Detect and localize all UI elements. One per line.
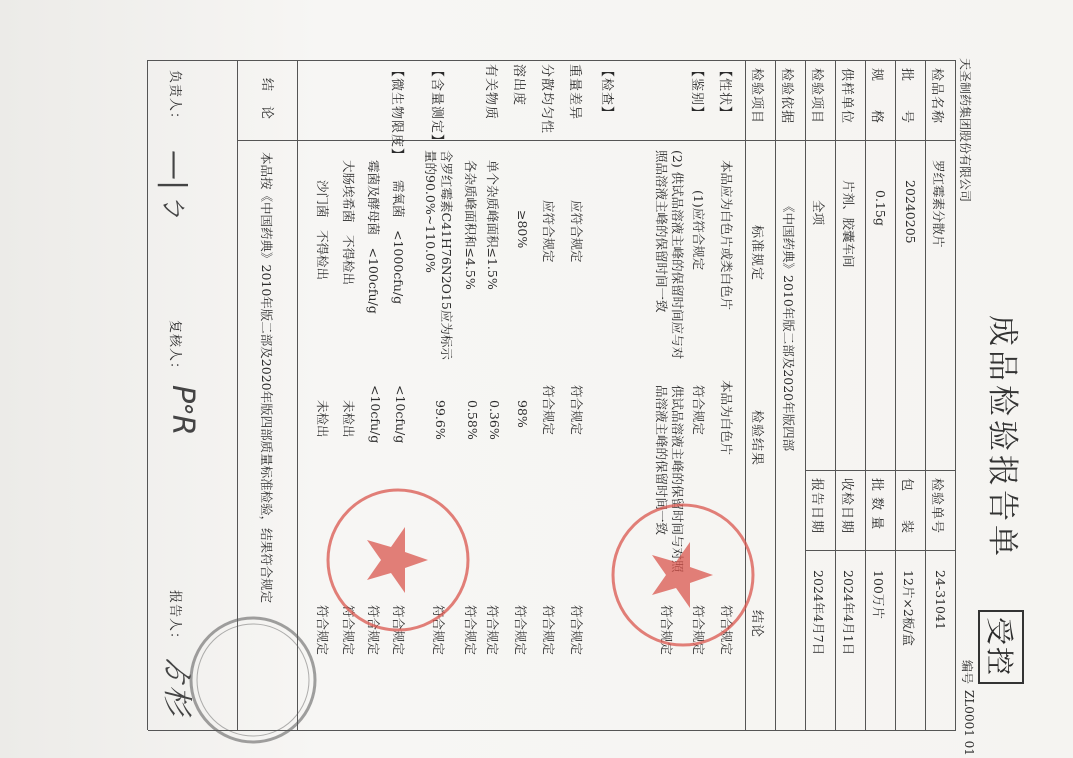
row-standard: 应符合规定: [541, 200, 556, 263]
received-label: 收检日期: [839, 478, 854, 535]
row-standard: 大肠埃希菌 不得检出: [341, 160, 356, 286]
row-standard: 沙门菌 不得检出: [315, 180, 330, 281]
row-conclusion: 符合规定: [366, 605, 381, 656]
row-result: 符合规定: [569, 385, 584, 436]
spec-label: 规 格: [869, 68, 884, 125]
row-standard: 本品应为白色片或类白色片: [719, 160, 734, 311]
row-standard: 应符合规定: [569, 200, 584, 263]
reporter-signature: ゟ杉: [159, 655, 194, 715]
row-result: 0.36%: [487, 400, 502, 440]
row-conclusion: 符合规定: [463, 605, 478, 656]
basis-label: 检验依据: [779, 68, 794, 125]
row-conclusion: 符合规定: [315, 605, 330, 656]
row-standard: ≥80%: [515, 210, 530, 249]
row-standard: 需氧菌 <1000cfu/g: [391, 180, 406, 305]
row-conclusion: 符合规定: [485, 605, 500, 656]
report-no-label: 检验单号: [929, 478, 944, 535]
package-label: 包 装: [899, 478, 914, 535]
row-standard: 各杂质峰面积和≤4.5%: [463, 160, 478, 290]
row-item: 重量差异: [567, 64, 582, 121]
serial-prefix: 编号: [960, 660, 974, 685]
col-result-header: 检验结果: [749, 410, 764, 467]
responsible-signature: —|ㄅ: [157, 150, 192, 221]
dept-value: 片剂、胶囊车间: [841, 180, 856, 268]
doc-code: ZL0001 01: [962, 690, 976, 756]
report-date-label: 报告日期: [809, 478, 824, 535]
inspection-seal: [323, 485, 473, 635]
reviewer-label: 复核人：: [167, 320, 182, 377]
row-conclusion: 符合规定: [431, 605, 446, 656]
col-item-header: 检验项目: [749, 68, 764, 125]
report-no-value: 24-31041: [933, 570, 948, 630]
row-conclusion: 符合规定: [659, 605, 674, 656]
row-conclusion: 符合规定: [719, 605, 734, 656]
col-standard-header: 标准规定: [749, 225, 764, 282]
row-result: 98%: [515, 400, 530, 428]
quality-seal: [608, 500, 758, 650]
row-standard: 单个杂质峰面积≤1.5%: [485, 160, 500, 290]
spec-value: 0.15g: [873, 190, 888, 226]
row-standard: (2) 供试品溶液主峰的保留时间应与对照品溶液主峰的保留时间一致: [654, 150, 685, 360]
row-result: 本品为白色片: [719, 380, 734, 456]
row-conclusion: 符合规定: [541, 605, 556, 656]
conclusion-label: 结 论: [259, 78, 274, 121]
row-result: 未检出: [341, 400, 356, 438]
row-standard: (1)应符合规定: [691, 190, 706, 271]
row-item: 【性状】: [717, 64, 732, 121]
company-seal: [183, 610, 323, 750]
row-item: 【鉴别】: [689, 64, 704, 121]
row-result: 符合规定: [691, 385, 706, 436]
company-name: 天圣制药集团股份有限公司: [958, 58, 972, 203]
row-result: 0.58%: [465, 400, 480, 440]
product-label: 检品名称: [929, 68, 944, 125]
row-item: 【含量测定】: [429, 64, 444, 149]
conclusion-text: 本品按《中国药典》2010年版二部及2020年版四部质量标准检验，结果符合规定: [259, 152, 274, 604]
product-value: 罗红霉素分散片: [931, 160, 946, 248]
row-result: 符合规定: [541, 385, 556, 436]
package-value: 12片×2板/盒: [901, 570, 916, 647]
row-standard: 霉菌及酵母菌 <100cfu/g: [366, 160, 381, 314]
report-date-value: 2024年4月7日: [811, 570, 826, 656]
row-result: <10cfu/g: [393, 385, 408, 444]
row-standard: 含罗红霉素C41H76N2O15应为标示量的90.0%~110.0%: [423, 150, 454, 360]
row-conclusion: 符合规定: [691, 605, 706, 656]
report-title: 成品检验报告单: [984, 315, 1020, 560]
row-result: 供试品溶液主峰的保留时间与对照品溶液主峰的保留时间一致: [654, 385, 685, 573]
responsible-label: 负责人：: [167, 70, 182, 127]
row-conclusion: 符合规定: [513, 605, 528, 656]
row-result: 99.6%: [433, 400, 448, 440]
col-conclusion-header: 结论: [749, 610, 764, 639]
basis-value: 《中国药典》2010年版二部及2020年版四部: [781, 200, 796, 452]
items-label: 检验项目: [809, 68, 824, 125]
row-result: <10cfu/g: [368, 385, 383, 444]
reviewer-signature: PᐤR: [165, 385, 200, 436]
row-item: 分散均匀性: [539, 64, 554, 135]
controlled-stamp: 受控: [978, 610, 1024, 684]
report-document: [138, 50, 1038, 756]
row-item: 有关物质: [483, 64, 498, 121]
received-value: 2024年4月1日: [841, 570, 856, 656]
batch-label: 批 号: [899, 68, 914, 125]
quantity-label: 批 数 量: [869, 478, 884, 531]
row-item: 【微生物限度】: [389, 64, 404, 163]
items-value: 全项: [811, 200, 826, 226]
quantity-value: 100万片: [871, 570, 886, 619]
row-item: 溶出度: [511, 64, 526, 107]
reporter-label: 报告人：: [167, 590, 182, 647]
row-conclusion: 符合规定: [341, 605, 356, 656]
dept-label: 供样单位: [839, 68, 854, 125]
batch-value: 20240205: [903, 180, 918, 244]
row-conclusion: 符合规定: [391, 605, 406, 656]
row-result: 未检出: [315, 400, 330, 438]
row-item: 【检查】: [599, 64, 614, 121]
row-conclusion: 符合规定: [569, 605, 584, 656]
